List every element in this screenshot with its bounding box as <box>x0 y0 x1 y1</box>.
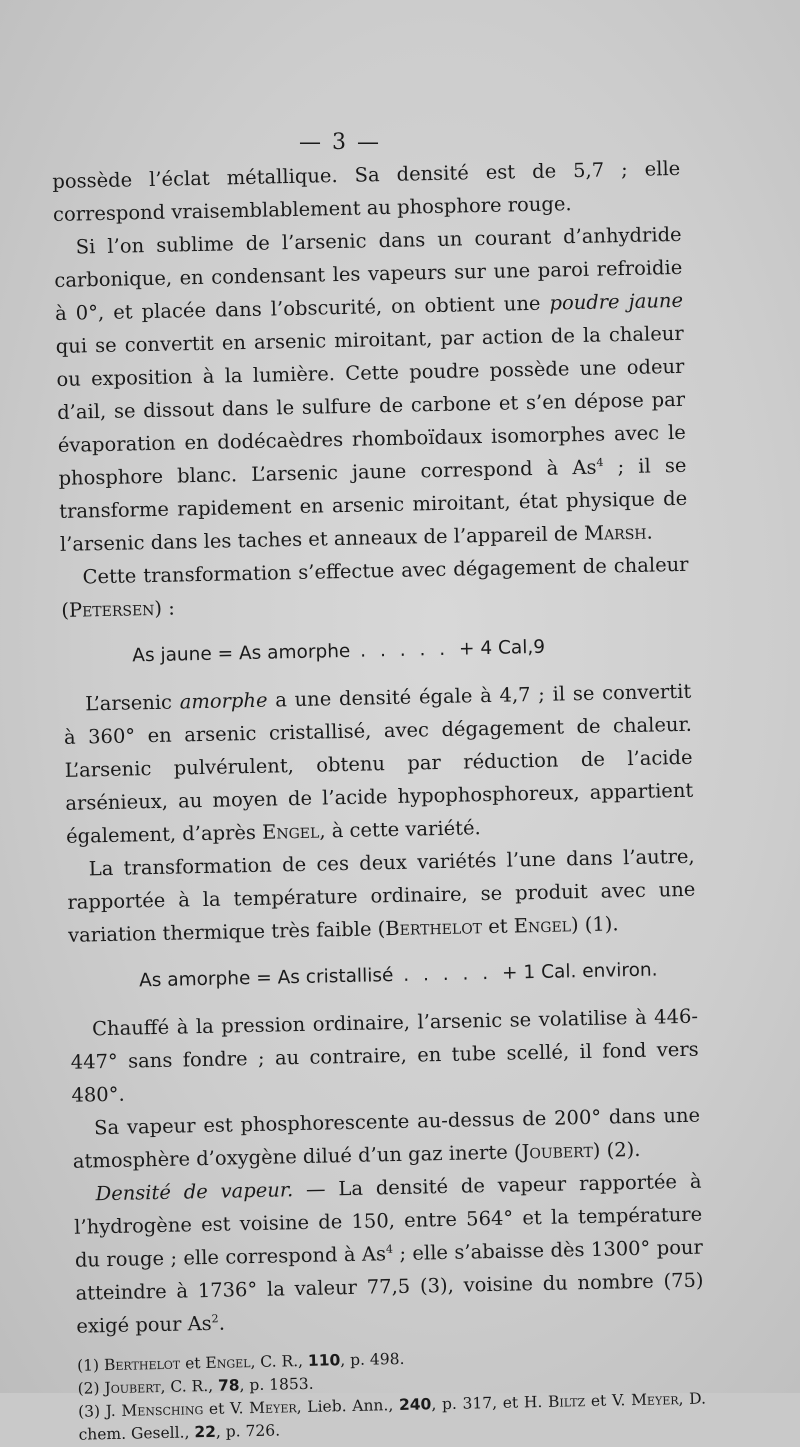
equation-left: As amorphe = As cristallisé <box>138 965 394 992</box>
author-name: Marsh <box>583 520 647 545</box>
footnotes <box>77 1342 707 1447</box>
equation-yellow-amorphous <box>62 628 691 674</box>
text-run: et <box>179 1354 206 1373</box>
superscript: 4 <box>596 456 604 470</box>
text-run: ; il se transforme rapidement en arsenic miroitant, état physique de l’arsenic dans les taches et anneaux de l’appareil de <box>59 453 688 556</box>
equation-amorphous-crystalline <box>69 953 698 999</box>
text-run: , C. R., <box>160 1376 219 1396</box>
text-run: et <box>481 914 515 939</box>
text-run: , Lieb. Ann., <box>296 1396 400 1417</box>
page-number: — 3 — <box>299 130 381 155</box>
author-name: Engel <box>261 819 320 844</box>
superscript: 2 <box>211 1312 219 1326</box>
author-name: Engel <box>513 913 572 938</box>
text-run: et V. <box>584 1391 632 1411</box>
text-run: ; elle s’abaisse dès 1300° pour atteindre à 1736° la valeur 77,5 (3), voisine du nombre (75) exigé pour As <box>75 1235 704 1338</box>
volume-number: 110 <box>307 1351 341 1370</box>
text-run: ) (2). <box>592 1137 641 1162</box>
equation-right: + 1 Cal. environ. <box>501 959 658 984</box>
equation-right: + 4 Cal,9 <box>458 636 546 660</box>
text-run: L’arsenic <box>85 690 180 716</box>
paragraph-vapour-density <box>73 1165 704 1343</box>
author-name: Biltz <box>547 1392 586 1411</box>
paragraph-thermal-variation <box>66 840 696 952</box>
paragraph-yellow-arsenic <box>53 218 688 561</box>
text-run: , p. 726. <box>215 1421 281 1441</box>
paragraph-continuation: possède l’éclat métallique. Sa densité est de 5,7 ; elle correspond vraisemblablement au phosphore rouge. <box>52 156 681 226</box>
author-name: Petersen <box>68 596 155 622</box>
volume-number: 22 <box>194 1422 217 1442</box>
text-run: , C. R., <box>250 1351 309 1372</box>
equation-leader: . . . . . <box>350 638 460 662</box>
volume-number: 240 <box>398 1395 432 1415</box>
text-run: , D. chem. Gesell., <box>78 1389 707 1444</box>
footnote-number: (1) <box>76 1356 105 1375</box>
equation-left: As jaune = As amorphe <box>132 640 351 667</box>
text-run: , p. 317, et H. <box>431 1392 549 1414</box>
text-run: La transformation de ces deux variétés l’une dans l’autre, rapportée à la température ordinaire, se produit avec une variation thermique très faible ( <box>67 844 696 947</box>
text-run: . <box>646 520 653 544</box>
author-name: Mensching <box>121 1400 204 1420</box>
footnote-number: (3) J. <box>77 1401 122 1421</box>
text-run: , à cette variété. <box>319 816 481 843</box>
page-body <box>52 152 707 1447</box>
text-run: et V. <box>203 1399 250 1419</box>
italic-term: amorphe <box>179 688 268 714</box>
text-run: ) (1). <box>570 912 619 937</box>
text-run: . <box>218 1311 226 1335</box>
author-name: Berthelot <box>385 915 483 941</box>
author-name: Joubert <box>104 1377 161 1398</box>
text-run: , p. 1853. <box>239 1374 314 1395</box>
footnote-number: (2) <box>77 1379 105 1398</box>
author-name: Berthelot <box>103 1354 181 1375</box>
text-run: ) : <box>154 596 176 620</box>
text-run: Cette transformation s’effectue avec dégagement de chaleur ( <box>61 552 689 622</box>
text-run: , p. 498. <box>340 1349 405 1370</box>
volume-number: 78 <box>217 1376 240 1395</box>
equation-leader: . . . . . <box>393 962 503 987</box>
author-name: Meyer <box>630 1390 679 1410</box>
author-name: Engel <box>205 1353 251 1373</box>
paragraph-transformation <box>60 548 689 627</box>
text-run: Si l’on sublime de l’arsenic dans un courant d’anhydride carbonique, en condensant les vapeurs sur une paroi refroidie à 0°, et placée dans l’obscurité, on obtient une <box>54 222 683 325</box>
italic-heading: Densité de vapeur. <box>95 1178 294 1206</box>
author-name: Meyer <box>248 1398 297 1418</box>
text-run: — La densité de vapeur rapportée à l’hydrogène est voisine de 150, entre 564° et la température du rouge ; elle correspond à As <box>74 1169 703 1272</box>
italic-term: poudre jaune <box>549 288 684 315</box>
text-run: Sa vapeur est phosphorescente au-dessus de 200° dans une atmosphère d’oxygène dilué d’un gaz inerte ( <box>72 1103 701 1173</box>
author-name: Joubert <box>521 1138 594 1164</box>
text-run: a une densité égale à 4,7 ; il se convertit à 360° en arsenic cristallisé, avec dégagement de chaleur. L’arsenic pulvérulent, obtenu par réduction de l’acide arsénieux, au moyen de l’acide hypophosphoreux, appartient également, d’après <box>63 679 694 848</box>
text-run: qui se convertit en arsenic miroitant, par action de la chaleur ou exposition à la lumière. Cette poudre possède une odeur d’ail, se dissout dans le sulfure de carbone et s’en dépose par évaporation en dodécaèdres rhomboïdaux isomorphes avec le phosphore blanc. L’arsenic jaune correspond à As <box>55 321 686 490</box>
paragraph-amorphous <box>63 675 694 853</box>
superscript: 4 <box>385 1242 394 1256</box>
paragraph-volatilization: Chauffé à la pression ordinaire, l’arsenic se volatilise à 446-447° sans fondre ; au contraire, en tube scellé, il fond vers 480°. <box>70 1004 699 1107</box>
